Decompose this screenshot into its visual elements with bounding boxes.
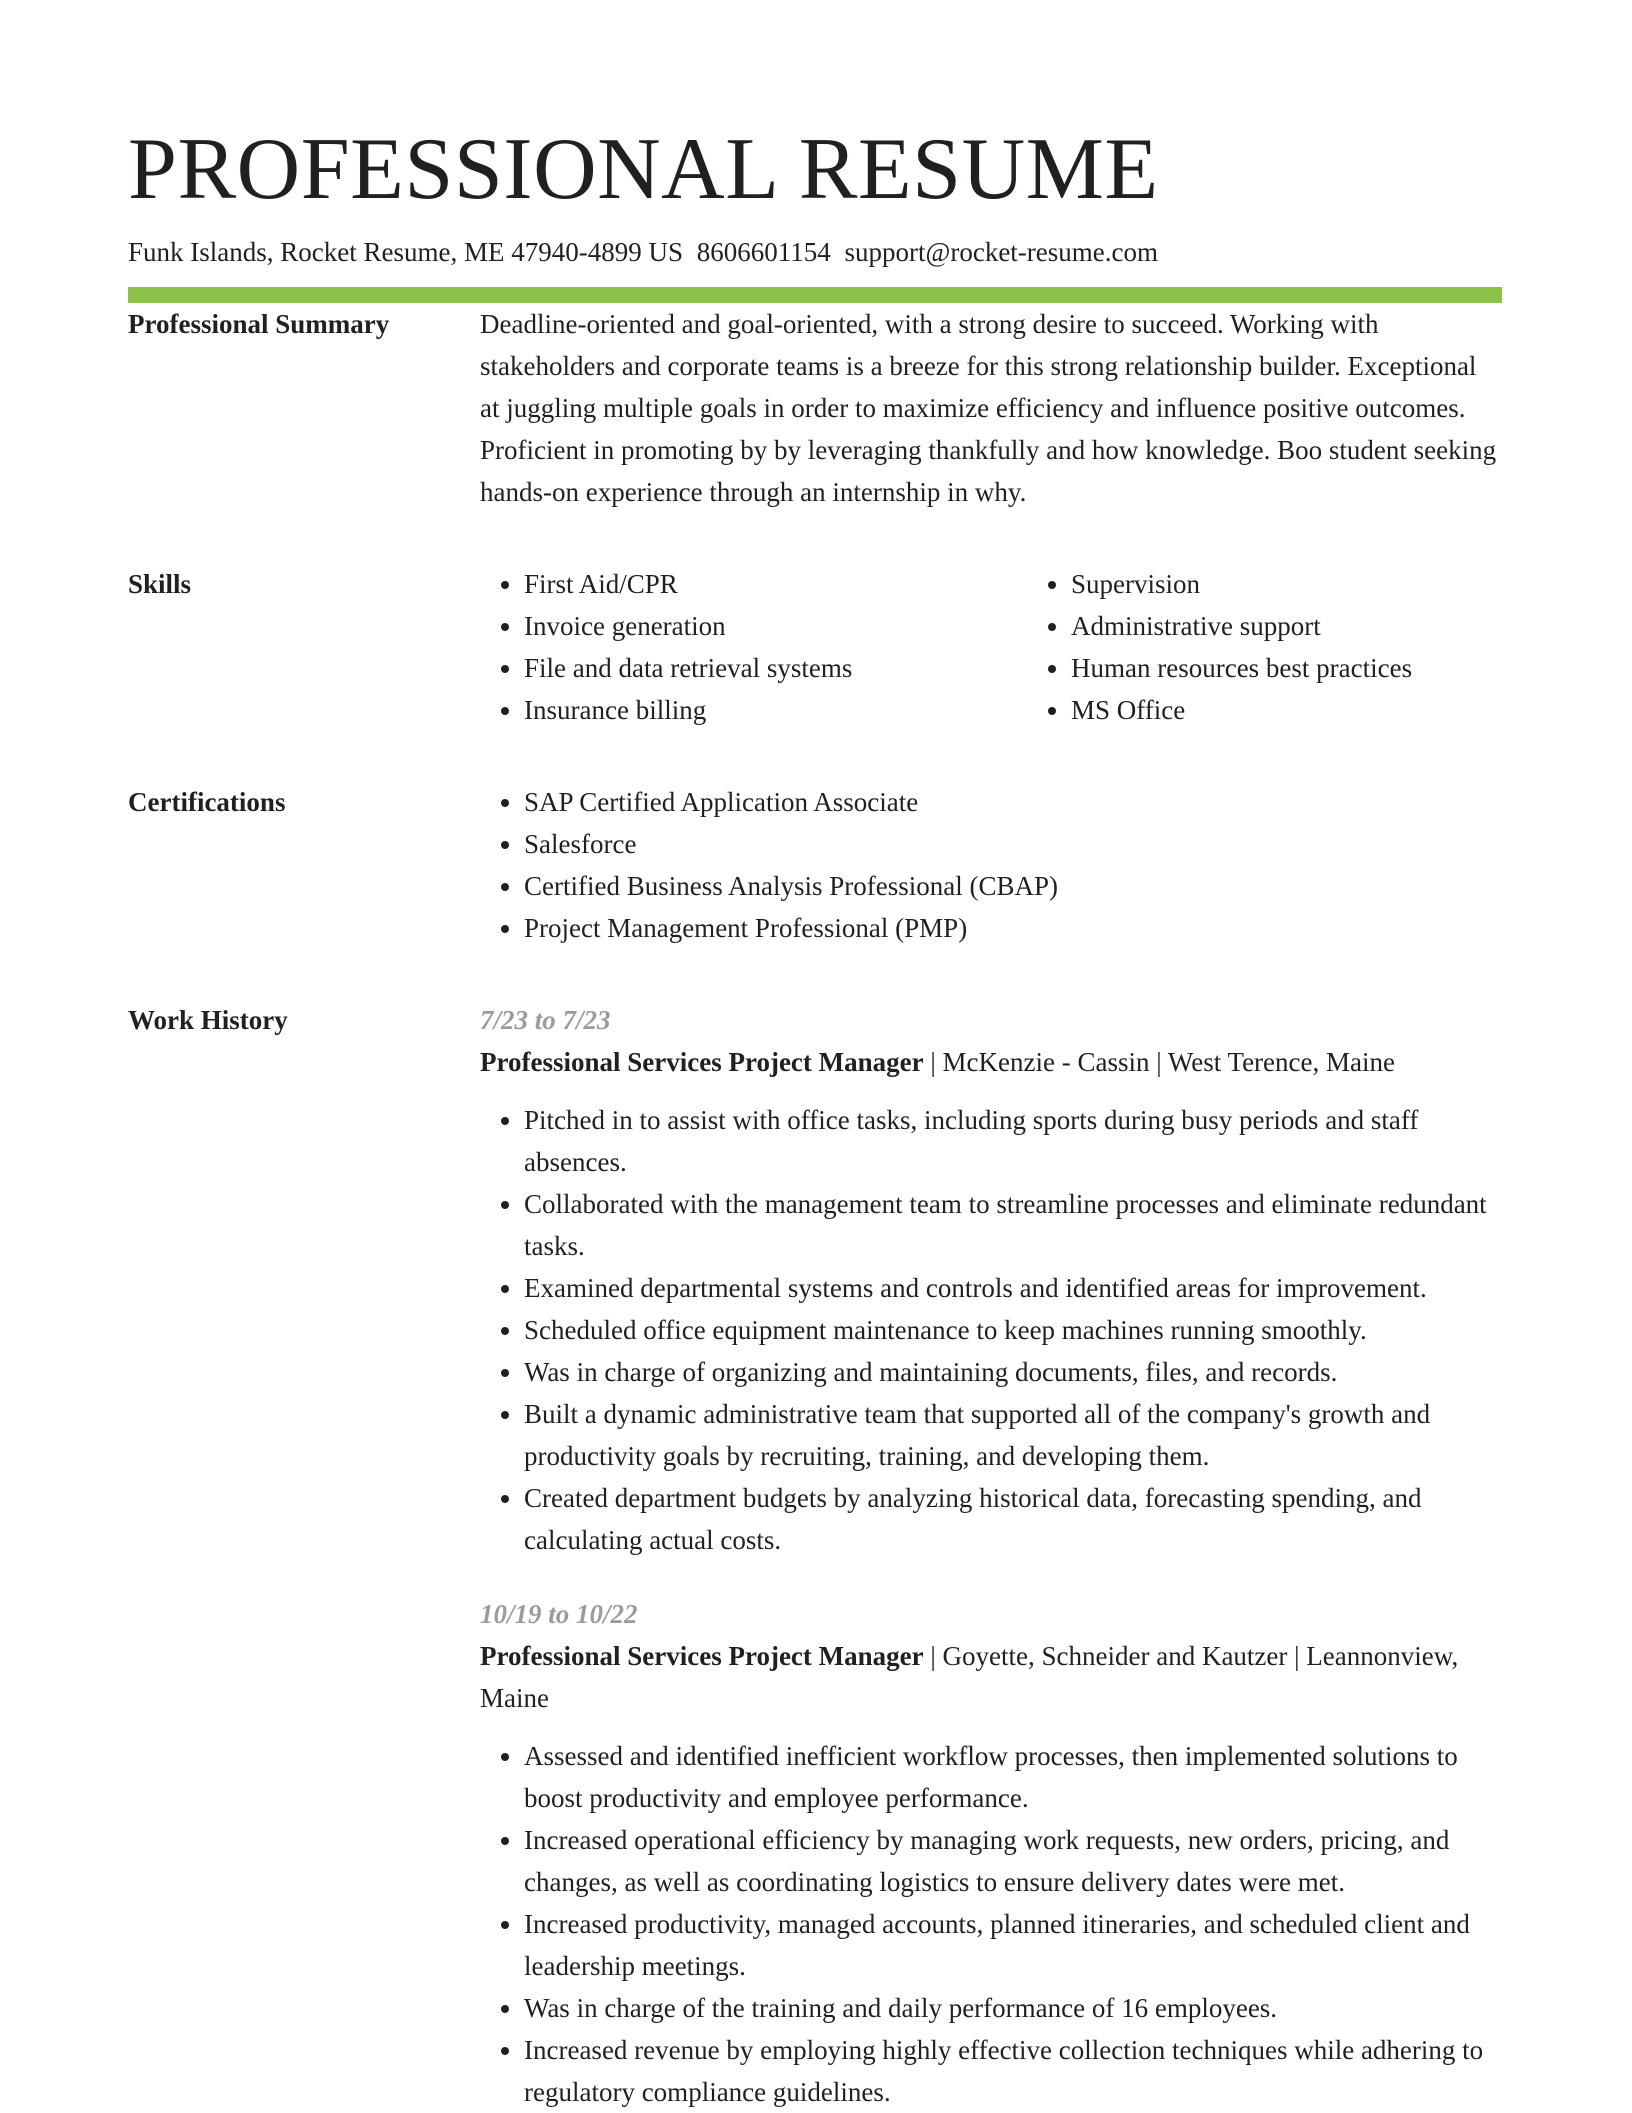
- skill-item: • Insurance billing: [524, 689, 1027, 731]
- job-bullet: • Was in charge of the training and daily performance of 16 employees.: [524, 1987, 1502, 2029]
- job-title-line: [480, 1041, 1502, 1083]
- certification-item: • SAP Certified Application Associate: [524, 781, 1502, 823]
- summary-body: [480, 303, 1502, 513]
- work-history-section: [128, 999, 1502, 2113]
- job-bullets: [480, 1099, 1502, 1561]
- skill-item: • MS Office: [1071, 689, 1574, 731]
- section-label-work-history: Work History: [128, 1005, 288, 1035]
- skill-item: • Administrative support: [1071, 605, 1574, 647]
- job-bullet: • Examined departmental systems and controls and identified areas for improvement.: [524, 1267, 1502, 1309]
- certification-item: • Project Management Professional (PMP): [524, 907, 1502, 949]
- job-entry: [480, 999, 1502, 1561]
- resume-header: [128, 118, 1502, 303]
- job-bullet: • Increased productivity, managed accounts, planned itineraries, and scheduled client and leadership meetings.: [524, 1903, 1502, 1987]
- skills-section: [128, 563, 1502, 731]
- job-bullet: • Assessed and identified inefficient workflow processes, then implemented solutions to boost productivity and employee performance.: [524, 1735, 1502, 1819]
- job-bullet: • Created department budgets by analyzing historical data, forecasting spending, and calculating actual costs.: [524, 1477, 1502, 1561]
- job-dates: 10/19 to 10/22: [480, 1599, 638, 1629]
- professional-summary-section: [128, 303, 1502, 513]
- certification-item: • Salesforce: [524, 823, 1502, 865]
- skill-item: • File and data retrieval systems: [524, 647, 1027, 689]
- skill-item: • First Aid/CPR: [524, 563, 1027, 605]
- job-bullets: [480, 1735, 1502, 2113]
- job-title: Professional Services Project Manager: [480, 1641, 924, 1671]
- section-label-certifications: Certifications: [128, 787, 286, 817]
- job-title: Professional Services Project Manager: [480, 1047, 924, 1077]
- job-bullet: • Increased revenue by employing highly effective collection techniques while adhering to regulatory compliance guidelines.: [524, 2029, 1502, 2113]
- job-bullet: • Was in charge of organizing and maintaining documents, files, and records.: [524, 1351, 1502, 1393]
- job-bullet: • Collaborated with the management team to streamline processes and eliminate redundant tasks.: [524, 1183, 1502, 1267]
- skills-list-left: [480, 563, 1027, 731]
- summary-text: Deadline-oriented and goal-oriented, with a strong desire to succeed. Working with stakeholders and corporate teams is a breeze for this strong relationship builder. Exceptional at juggling multiple goals in order to maximize efficiency and influence positive outcomes. Proficient in promoting by by leveraging thankfully and how knowledge. Boo student seeking hands-on experience through an internship in why.: [480, 309, 1497, 507]
- skill-item: • Supervision: [1071, 563, 1574, 605]
- job-title-line: [480, 1635, 1502, 1719]
- contact-line: [128, 234, 1502, 270]
- job-bullet: • Scheduled office equipment maintenance to keep machines running smoothly.: [524, 1309, 1502, 1351]
- skill-item: • Invoice generation: [524, 605, 1027, 647]
- certifications-list: [480, 781, 1502, 949]
- header-divider: [128, 287, 1502, 303]
- job-bullet: • Increased operational efficiency by managing work requests, new orders, pricing, and changes, as well as coordinating logistics to ensure delivery dates were met.: [524, 1819, 1502, 1903]
- section-label-skills: Skills: [128, 569, 192, 599]
- job-details: | McKenzie - Cassin | West Terence, Maine: [923, 1047, 1395, 1077]
- job-details: | Goyette, Schneider and Kautzer | Leannonview, Maine: [480, 1641, 1459, 1713]
- section-label-summary: Professional Summary: [128, 309, 390, 339]
- contact-email: support@rocket-resume.com: [844, 237, 1159, 267]
- resume-page: [128, 118, 1502, 2113]
- skills-list-right: [1027, 563, 1574, 731]
- certifications-section: [128, 781, 1502, 949]
- contact-address: Funk Islands, Rocket Resume, ME 47940-4899 US: [128, 237, 683, 267]
- resume-title: PROFESSIONAL RESUME: [128, 121, 1159, 218]
- job-bullet: • Pitched in to assist with office tasks, including sports during busy periods and staff absences.: [524, 1099, 1502, 1183]
- certification-item: • Certified Business Analysis Professional (CBAP): [524, 865, 1502, 907]
- job-dates: 7/23 to 7/23: [480, 1005, 611, 1035]
- job-bullet: • Built a dynamic administrative team that supported all of the company's growth and productivity goals by recruiting, training, and developing them.: [524, 1393, 1502, 1477]
- skills-columns: [480, 563, 1574, 731]
- work-history-body: [480, 999, 1502, 2113]
- skill-item: • Human resources best practices: [1071, 647, 1574, 689]
- contact-phone: 8606601154: [696, 237, 831, 267]
- certifications-body: [480, 781, 1502, 949]
- job-entry: [480, 1593, 1502, 2113]
